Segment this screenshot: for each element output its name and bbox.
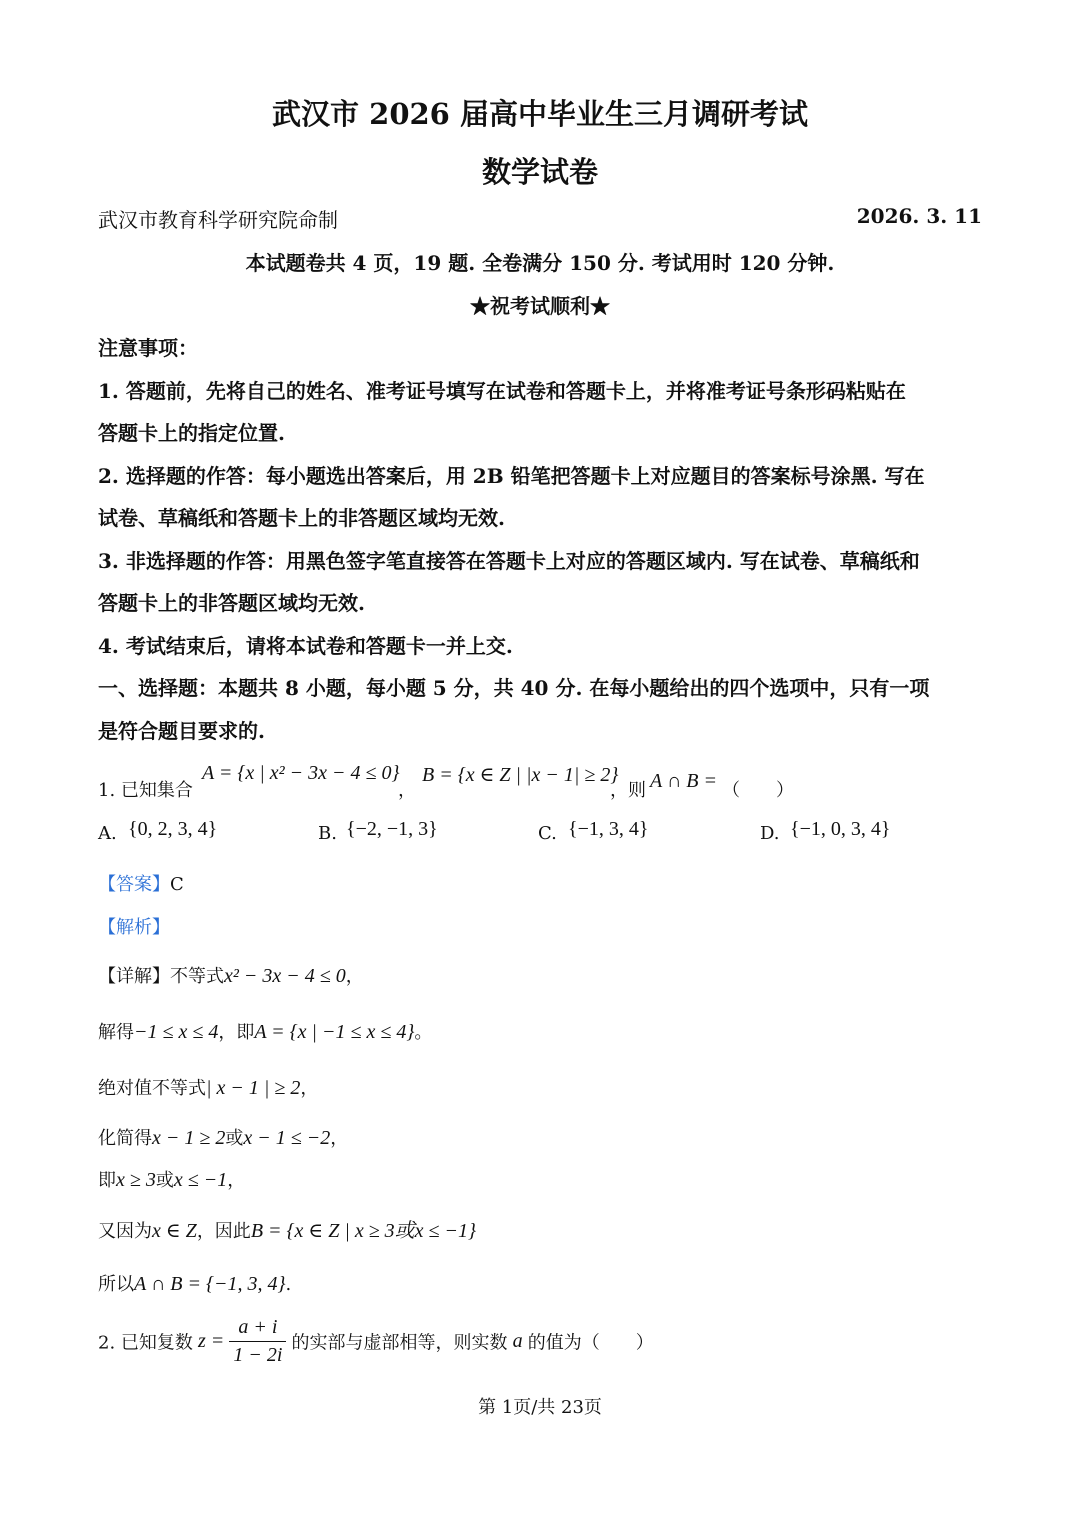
q1-option-b-value: {−2, −1, 3} [346, 818, 438, 840]
detail-tail: ， [300, 1078, 319, 1099]
q2-denominator: 1 − 2i [233, 1344, 283, 1366]
detail-tail: ， [330, 1128, 349, 1149]
note-1-line2: 答题卡上的指定位置. [98, 421, 285, 445]
q2-lhs: z = [198, 1330, 225, 1352]
detail-text: 化简得 [98, 1128, 152, 1149]
note-3-line1: 3. 非选择题的作答：用黑色签字笔直接答在答题卡上对应的答题区域内. 写在试卷、草稿纸和 [98, 549, 920, 573]
detail-math: −1 ≤ x ≤ 4 [134, 1021, 219, 1043]
detail-mid: ，因此 [196, 1221, 251, 1242]
exam-title: 武汉市 2026 届高中毕业生三月调研考试 [272, 97, 808, 131]
analysis-tag: 【解析】 [98, 917, 170, 938]
detail-line-2 [98, 1018, 432, 1044]
note-3-line2: 答题卡上的非答题区域均无效. [98, 591, 365, 615]
q2-var: a [512, 1330, 523, 1352]
q1-set-a: A = {x | x² − 3x − 4 ≤ 0} [202, 762, 400, 784]
q2-fraction [229, 1316, 286, 1367]
detail-math-2: x − 1 ≤ −2 [243, 1127, 331, 1149]
section1-line1: 一、选择题：本题共 8 小题，每小题 5 分，共 40 分. 在每小题给出的四个选项中，只有一项 [98, 676, 930, 700]
detail-line-5 [98, 1166, 245, 1192]
detail-mid: 或 [155, 1170, 174, 1191]
detail-text: 解得 [98, 1022, 134, 1043]
q2-prefix: 2. 已知复数 [98, 1332, 193, 1354]
detail-line-6 [98, 1214, 476, 1243]
q1-ask-expr: A ∩ B = [650, 770, 718, 792]
note-2-line2: 试卷、草稿纸和答题卡上的非答题区域均无效. [98, 506, 505, 530]
page-number: 第 1页/共 23页 [478, 1397, 602, 1418]
answer-tag: 【答案】 [98, 874, 170, 895]
q1-option-a-label: A. [98, 823, 117, 844]
q1-option-d-value: {−1, 0, 3, 4} [790, 818, 891, 840]
detail-text: 又因为 [98, 1221, 152, 1242]
note-2-line1: 2. 选择题的作答：每小题选出答案后，用 2B 铅笔把答题卡上对应题目的答案标号涂黑. 写在 [98, 464, 925, 488]
detail-text: 所以 [98, 1274, 134, 1295]
issuer: 武汉市教育科学研究院命制 [98, 208, 338, 232]
q1-option-a-value: {0, 2, 3, 4} [128, 818, 218, 840]
detail-math-2: A = {x | −1 ≤ x ≤ 4} [254, 1021, 415, 1043]
note-4-line1: 4. 考试结束后，请将本试卷和答题卡一并上交. [98, 634, 513, 658]
q1-option-d-label: D. [760, 823, 780, 844]
detail-line-4 [98, 1124, 348, 1150]
answer-value: C [170, 874, 184, 895]
q2-suffix: 的实部与虚部相等，则实数 [291, 1332, 508, 1354]
detail-math: x − 1 ≥ 2 [152, 1127, 226, 1149]
q2-suffix-2: 的值为（ ） [527, 1332, 654, 1354]
detail-math: x ≥ 3 [116, 1169, 156, 1191]
q1-answer-row [98, 870, 184, 896]
q2-line [98, 1316, 654, 1367]
q1-prefix: 1. 已知集合 [98, 780, 193, 801]
detail-math: x² − 3x − 4 ≤ 0 [224, 965, 346, 987]
q1-set-b: B = {x ∈ Z | |x − 1| ≥ 2} [422, 764, 619, 786]
detail-mid: ，即 [218, 1022, 255, 1043]
q1-paren: （ ） [722, 780, 794, 801]
q2-numerator: a + i [229, 1316, 286, 1342]
q1-comma: ， [398, 780, 416, 801]
detail-math-2: B = {x ∈ Z | x ≥ 3或x ≤ −1} [250, 1220, 477, 1242]
detail-text: 【详解】不等式 [98, 966, 224, 987]
detail-line-3 [98, 1074, 318, 1100]
q1-option-c-label: C. [538, 823, 557, 844]
detail-tail: 。 [414, 1022, 433, 1043]
detail-line-1 [98, 962, 364, 988]
exam-date: 2026. 3. 11 [856, 204, 982, 228]
q1-option-b-label: B. [318, 823, 337, 844]
exam-subtitle: 数学试卷 [481, 155, 598, 189]
detail-math: A ∩ B = {−1, 3, 4} [134, 1273, 286, 1295]
detail-line-7 [98, 1270, 291, 1296]
detail-tail: ， [345, 966, 364, 987]
detail-text: 绝对值不等式 [98, 1078, 206, 1099]
detail-text: 即 [98, 1170, 116, 1191]
exam-info: 本试题卷共 4 页，19 题. 全卷满分 150 分. 考试用时 120 分钟. [245, 251, 835, 275]
detail-mid: 或 [225, 1128, 244, 1149]
detail-math: x ∈ Z [152, 1220, 197, 1242]
detail-tail: ， [227, 1170, 246, 1191]
wish-line: ★祝考试顺利★ [470, 294, 610, 318]
notes-heading: 注意事项： [98, 336, 198, 360]
detail-tail: . [285, 1274, 292, 1295]
q1-option-c-value: {−1, 3, 4} [568, 818, 649, 840]
q1-ask-prefix: ，则 [610, 780, 646, 801]
section1-line2: 是符合题目要求的. [98, 719, 265, 743]
detail-math-2: x ≤ −1 [173, 1169, 228, 1191]
detail-math: | x − 1 | ≥ 2 [206, 1077, 301, 1099]
note-1-line1: 1. 答题前，先将自己的姓名、准考证号填写在试卷和答题卡上，并将准考证号条形码粘贴在 [98, 379, 906, 403]
